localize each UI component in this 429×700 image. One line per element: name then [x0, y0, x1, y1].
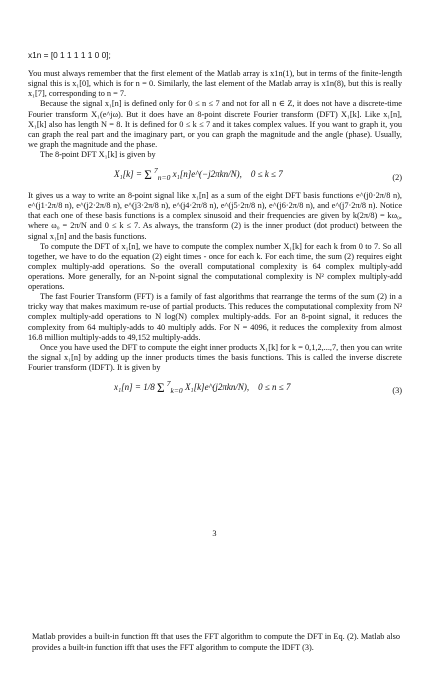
equation-2-body: x₁[n]e^(−j2πkn/N), [172, 169, 242, 180]
equation-3-lhs: x₁[n] = [114, 382, 141, 393]
equation-2-sum-top: 7 [154, 166, 158, 176]
equation-3-sum-top: 7 [166, 379, 171, 389]
sigma-symbol: Σ [156, 380, 165, 396]
paragraph-dft-definition: Because the signal x₁[n] is defined only for 0 ≤ n ≤ 7 and not for all n ∈ Z, it does not have a discrete-time Fourier transform X₁(e^jω). But it does have an 8-point discrete Fourier transform (DFT) X₁[k]. Like x₁[n], X₁[k] also has length N = 8. It is defined for 0 ≤ k ≤ 7 and it takes complex values. If you want to graph it, you can graph the real part and the imaginary part, or you can graph the magnitude and the angle (phase). Usually, we graph the magnitude and the phase. [28, 99, 402, 149]
equation-3-body: X₁[k]e^(j2πkn/N), [184, 382, 250, 393]
paragraph-matlab-indexing: You must always remember that the first element of the Matlab array is x1n(1), but in terms of the finite-length signal this is x₁[0], which is for n = 0. Similarly, the last element of the Matlab array is x1n(8), but this is really x₁[7], corresponding to n = 7. [28, 69, 402, 99]
equation-2-expression [114, 166, 283, 183]
paragraph-fft: The fast Fourier Transform (FFT) is a family of fast algorithms that rearrange the terms of the sum (2) in a tricky way that makes maximum re-use of partial products. This reduces the computational complexity from N² complex multiply-add operations to N log(N) complex multiply-adds. For an 8-point signal, it reduces the complexity from 64 multiply-adds to 40 multiply adds. For N = 4096, it reduces the complexity from almost 16.8 million multiply-adds to 49,152 multiply-adds. [28, 292, 402, 342]
equation-3-fraction: 1/8 [143, 382, 155, 393]
sigma-symbol: Σ [144, 167, 152, 183]
page-number: 3 [212, 529, 217, 538]
equation-2-range: 0 ≤ k ≤ 7 [250, 169, 283, 180]
paragraph-dft-intro: The 8-point DFT X₁[k] is given by [40, 149, 156, 159]
equation-3 [28, 376, 402, 400]
equation-3-number: (3) [392, 386, 402, 396]
document-page [28, 50, 402, 404]
equation-2-number: (2) [392, 173, 402, 183]
paragraph-basis-functions: It gives us a way to write an 8-point signal like x₁[n] as a sum of the eight DFT basis functions e^(j0·2π/8 n), e^(j1·2π/8 n), e^(j2·2π/8 n), e^(j3·2π/8 n), e^(j4·2π/8 n), e^(j5·2π/8 n), e^(j6·2π/8 n), and e^(j7·2π/8 n). Notice that each one of these basis functions is a complex sinusoid and their frequencies are given by k(2π/8) = kω₀, where ω₀ = 2π/N and 0 ≤ k ≤ 7. As always, the transform (2) is the inner product (dot product) between the signal x₁[n] and the basis functions. [28, 191, 402, 241]
equation-3-sum-bottom: k=0 [170, 385, 183, 395]
paragraph-idft-intro: Once you have used the DFT to compute the eight inner products X₁[k] for k = 0,1,2,...,7, then you can write the signal x₁[n] by adding up the inner products times the basis functions. This is called the inverse discrete Fourier transform (IDFT). It is given by [28, 342, 402, 372]
equation-3-range: 0 ≤ n ≤ 7 [258, 382, 291, 393]
matlab-code-line: x1n = [0 1 1 1 1 1 0 0]; [28, 50, 111, 60]
paragraph-complexity: To compute the DFT of x₁[n], we have to compute the complex number X₁[k] for each k from 0 to 7. So all together, we have to do the equation (2) eight times - once for each k. For each time, the sum (2) requires eight complex multiply-add operations. So the overall computational complexity is 64 complex multiply-add operations. More generally, for an N-point signal the computational complexity is N² complex multiply-add operations. [28, 241, 402, 292]
equation-2-sum-bottom: n=0 [157, 172, 171, 182]
equation-3-expression [114, 379, 291, 396]
equation-2-lhs: X₁[k] = [114, 169, 142, 180]
footer-paragraph-matlab-fft: Matlab provides a built-in function fft that uses the FFT algorithm to compute the DFT in Eq. (2). Matlab also provides a built-in function ifft that uses the FFT algorithm to compute the IDFT (3). [32, 632, 400, 652]
equation-2 [28, 163, 402, 187]
